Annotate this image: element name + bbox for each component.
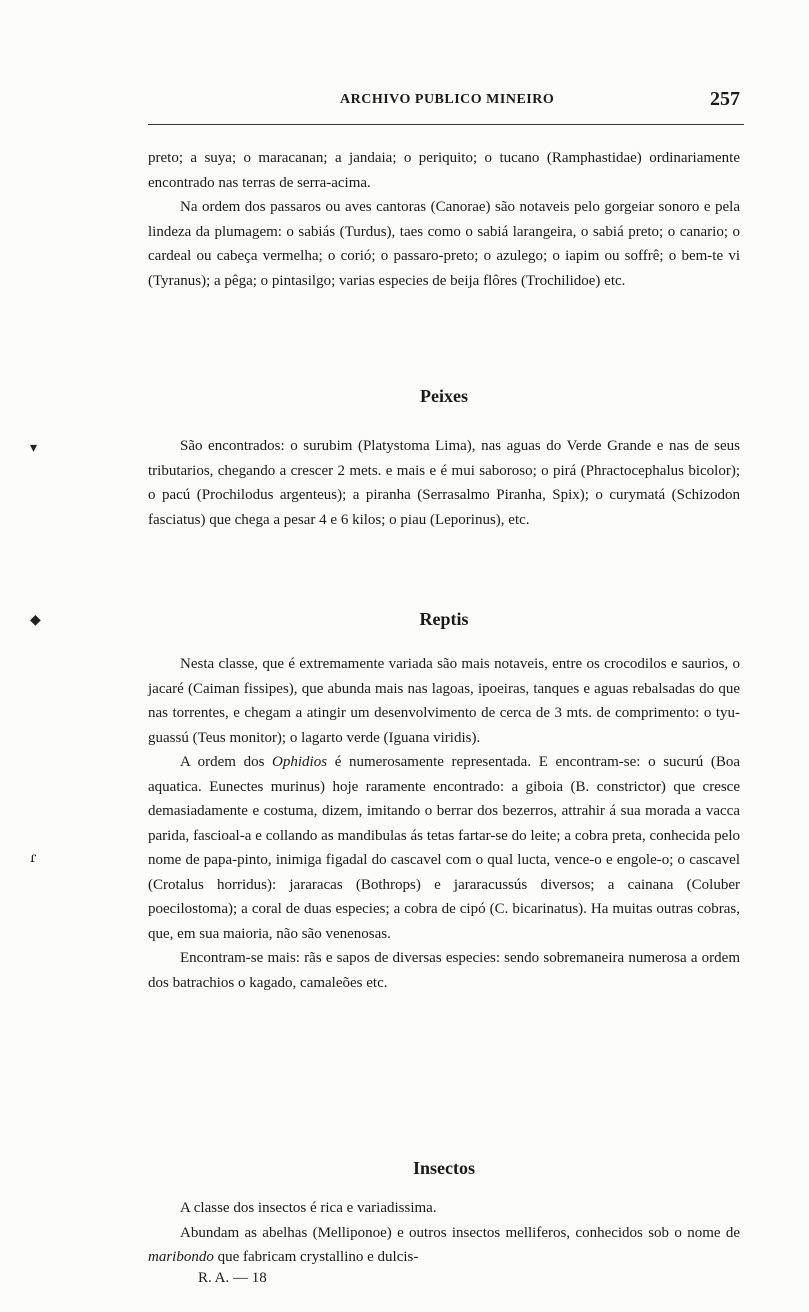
page-header <box>150 88 740 114</box>
header-rule <box>148 124 744 125</box>
ophidios-term: Ophidios <box>272 754 328 770</box>
margin-speck-1: ▾ <box>30 440 38 456</box>
insects-p2-text-a: Abundam as abelhas (Melliponoe) e outros insectos melliferos, conhecidos sob o nome de <box>180 1224 740 1241</box>
page-number: 257 <box>710 88 740 110</box>
insects-heading: Insectos <box>413 1158 475 1178</box>
insects-section <box>148 1196 740 1270</box>
running-title: ARCHIVO PUBLICO MINEIRO <box>340 92 555 107</box>
insects-paragraph-1: A classe dos insectos é rica e variadissima. <box>180 1200 437 1216</box>
reptiles-p2-text-a: A ordem dos <box>180 754 273 770</box>
reptiles-section <box>148 652 740 995</box>
reptiles-p2-text-b: é numerosamente representada. E encontram-se: o sucurú (Boa aquatica. Eunectes murinus) hoje raramente encontrado: a giboia (B. constrictor) que cresce demasiadamente e costuma, dizem, imitando o berrar dos bezerros, attrahir á sua morada a vacca parida, fascioal-a e collando as mandibulas ás tetas fartar-se do leite; a cobra preta, conhecida pelo nome de papa-pinto, inimiga figadal do cascavel com o qual lucta, vence-o e engole-o; o cascavel (Crotalus horridus): jararacas (Bothrops) e jararacussús diversos; a cainana (Coluber poecilostoma); a coral de duas especies; a cobra de cipó (C. bicarinatus). Ha muitas outras cobras, que, em sua maioria, não são venenosas. <box>148 754 740 942</box>
insects-p2-text-b: que fabricam crystallino e dulcis- <box>213 1249 419 1265</box>
reptiles-heading: Reptis <box>419 609 469 629</box>
birds-paragraph-2: Na ordem dos passaros ou aves cantoras (Canorae) são notaveis pelo gorgeiar sonoro e pela lindeza da plumagem: o sabiás (Turdus), taes como o sabiá larangeira, o sabiá preto; o canario; o cardeal ou cabeça vermelha; o corió; o passaro-preto; o azulego; o iapim ou soffrê; o bem-te vi (Tyranus); a pêga; o pintasilgo; varias especies de beija flôres (Trochilidoe) etc. <box>148 199 740 289</box>
birds-paragraph-1: preto; a suya; o maracanan; a jandaia; o periquito; o tucano (Ramphastidae) ordinariamente encontrado nas terras de serra-acima. <box>148 150 740 191</box>
margin-speck-2: ◆ <box>30 612 41 628</box>
reptiles-paragraph-2 <box>148 750 740 946</box>
birds-section <box>148 146 740 293</box>
margin-speck-3: ɾ <box>30 850 37 866</box>
maribondo-term: maribondo <box>148 1249 214 1265</box>
fish-heading: Peixes <box>420 386 468 406</box>
reptiles-paragraph-1: Nesta classe, que é extremamente variada são mais notaveis, entre os crocodilos e saurios, o jacaré (Caiman fissipes), que abunda mais nas lagoas, ipoeiras, tanques e aguas rebalsadas do que nas torrentes, e chegam a atingir um desenvolvimento de cerca de 3 mts. de comprimento: o tyu-guassú (Teus monitor); o lagarto verde (Iguana viridis). <box>148 656 740 746</box>
fish-paragraph-1: São encontrados: o surubim (Platystoma Lima), nas aguas do Verde Grande e nas de seus tributarios, chegando a crescer 2 mets. e mais e é mui saboroso; o pirá (Phractocephalus bicolor); o pacú (Prochilodus argenteus); a piranha (Serrasalmo Piranha, Spix); o curymatá (Schizodon fasciatus) que chega a pesar 4 e 6 kilos; o piau (Leporinus), etc. <box>148 438 740 528</box>
reptiles-paragraph-3: Encontram-se mais: rãs e sapos de diversas especies: sendo sobremaneira numerosa a ordem dos batrachios o kagado, camaleões etc. <box>148 950 740 991</box>
insects-paragraph-2 <box>148 1221 740 1270</box>
fish-section <box>148 434 740 532</box>
signature-mark: R. A. — 18 <box>198 1270 267 1286</box>
